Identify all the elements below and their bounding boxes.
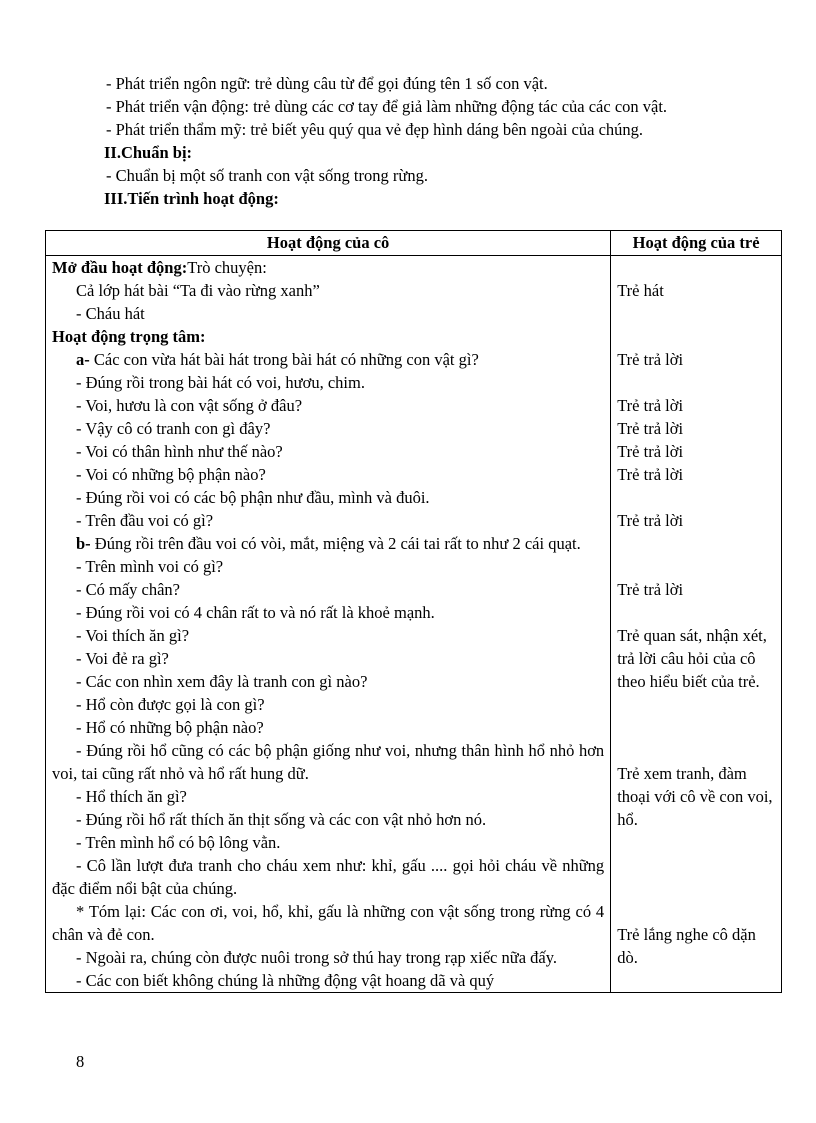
teacher-line: - Voi, hươu là con vật sống ở đâu?	[76, 396, 303, 415]
focus-label: Hoạt động trọng tâm:	[52, 327, 206, 346]
child-activities-cell	[611, 256, 782, 993]
opening-label: Mở đầu hoạt động:	[52, 258, 188, 277]
teacher-line: - Hổ còn được gọi là con gì?	[76, 695, 265, 714]
activity-table	[45, 230, 782, 993]
teacher-line: - Voi đẻ ra gì?	[76, 649, 169, 668]
child-response: Trẻ quan sát, nhận xét, trả lời câu hỏi của cô theo hiểu biết của trẻ.	[617, 626, 767, 691]
teacher-line: Cả lớp hát bài “Ta đi vào rừng xanh”	[76, 281, 320, 300]
page-number: 8	[76, 1052, 85, 1071]
teacher-paragraph: - Đúng rồi hổ cũng có các bộ phận giống như voi, nhưng thân hình hổ nhỏ hơn voi, tai cũng rất nhỏ và hổ rất hung dữ.	[52, 741, 605, 783]
teacher-line: - Trên đầu voi có gì?	[76, 511, 214, 530]
opening-text: Trò chuyện:	[187, 258, 267, 277]
teacher-line: - Các con biết không chúng là những động vật hoang dã và quý	[76, 971, 495, 990]
section-preparation-title: II.Chuẩn bị:	[104, 143, 193, 162]
teacher-paragraph: - Cô lần lượt đưa tranh cho cháu xem như: khỉ, gấu .... gọi hỏi cháu về những đặc điểm nổi bật của chúng.	[52, 856, 605, 898]
header-teacher: Hoạt động của cô	[46, 231, 611, 256]
teacher-line: - Vậy cô có tranh con gì đây?	[76, 419, 271, 438]
teacher-line: - Trên mình voi có gì?	[76, 557, 224, 576]
child-response: Trẻ trả lời	[617, 350, 684, 369]
child-response: Trẻ trả lời	[617, 465, 684, 484]
teacher-line: Các con vừa hát bài hát trong bài hát có những con vật gì?	[89, 350, 479, 369]
child-response: Trẻ trả lời	[617, 396, 684, 415]
child-response: Trẻ trả lời	[617, 442, 684, 461]
objective-aesthetic: - Phát triển thẩm mỹ: trẻ biết yêu quý qua vẻ đẹp hình dáng bên ngoài của chúng.	[106, 120, 644, 139]
teacher-line: - Đúng rồi hổ rất thích ăn thịt sống và các con vật nhỏ hơn nó.	[76, 810, 487, 829]
child-response: Trẻ trả lời	[617, 511, 684, 530]
table-row	[46, 256, 782, 993]
summary-paragraph: * Tóm lại: Các con ơi, voi, hổ, khỉ, gấu là những con vật sống trong rừng có 4 chân và đẻ con.	[52, 902, 605, 944]
section-process-title: III.Tiến trình hoạt động:	[104, 189, 279, 208]
objective-motor: - Phát triển vận động: trẻ dùng các cơ tay để giả làm những động tác của các con vật.	[106, 97, 668, 116]
teacher-line: - Voi có những bộ phận nào?	[76, 465, 266, 484]
teacher-activities-cell	[46, 256, 611, 993]
child-response: Trẻ lắng nghe cô dặn dò.	[617, 925, 756, 967]
child-response: Trẻ trả lời	[617, 580, 684, 599]
teacher-line: - Cháu hát	[76, 304, 145, 323]
teacher-line: - Các con nhìn xem đây là tranh con gì nào?	[76, 672, 368, 691]
child-response: Trẻ hát	[617, 281, 664, 300]
objectives-section	[76, 72, 746, 210]
child-response: Trẻ trả lời	[617, 419, 684, 438]
table-header-row	[46, 231, 782, 256]
teacher-line: - Đúng rồi voi có các bộ phận như đầu, mình và đuôi.	[76, 488, 430, 507]
child-response: Trẻ xem tranh, đàm thoại với cô về con voi, hổ.	[617, 764, 773, 829]
preparation-line: - Chuẩn bị một số tranh con vật sống trong rừng.	[106, 166, 428, 185]
teacher-line: - Voi thích ăn gì?	[76, 626, 190, 645]
teacher-line: - Hổ có những bộ phận nào?	[76, 718, 264, 737]
part-b-label: b-	[76, 534, 91, 553]
teacher-line: - Voi có thân hình như thế nào?	[76, 442, 283, 461]
teacher-line: - Có mấy chân?	[76, 580, 181, 599]
objective-language: - Phát triển ngôn ngữ: trẻ dùng câu từ để gọi đúng tên 1 số con vật.	[106, 74, 548, 93]
teacher-paragraph: - Ngoài ra, chúng còn được nuôi trong sở thú hay trong rạp xiếc nữa đấy.	[76, 948, 558, 967]
part-a-label: a-	[76, 350, 90, 369]
teacher-line: - Đúng rồi voi có 4 chân rất to và nó rất là khoẻ mạnh.	[76, 603, 435, 622]
teacher-line: Đúng rồi trên đầu voi có vòi, mắt, miệng và 2 cái tai rất to như 2 cái quạt.	[90, 534, 581, 553]
teacher-line: - Trên mình hổ có bộ lông vằn.	[76, 833, 281, 852]
teacher-line: - Hổ thích ăn gì?	[76, 787, 187, 806]
header-child: Hoạt động của trẻ	[611, 231, 782, 256]
teacher-line: - Đúng rồi trong bài hát có voi, hươu, chim.	[76, 373, 365, 392]
